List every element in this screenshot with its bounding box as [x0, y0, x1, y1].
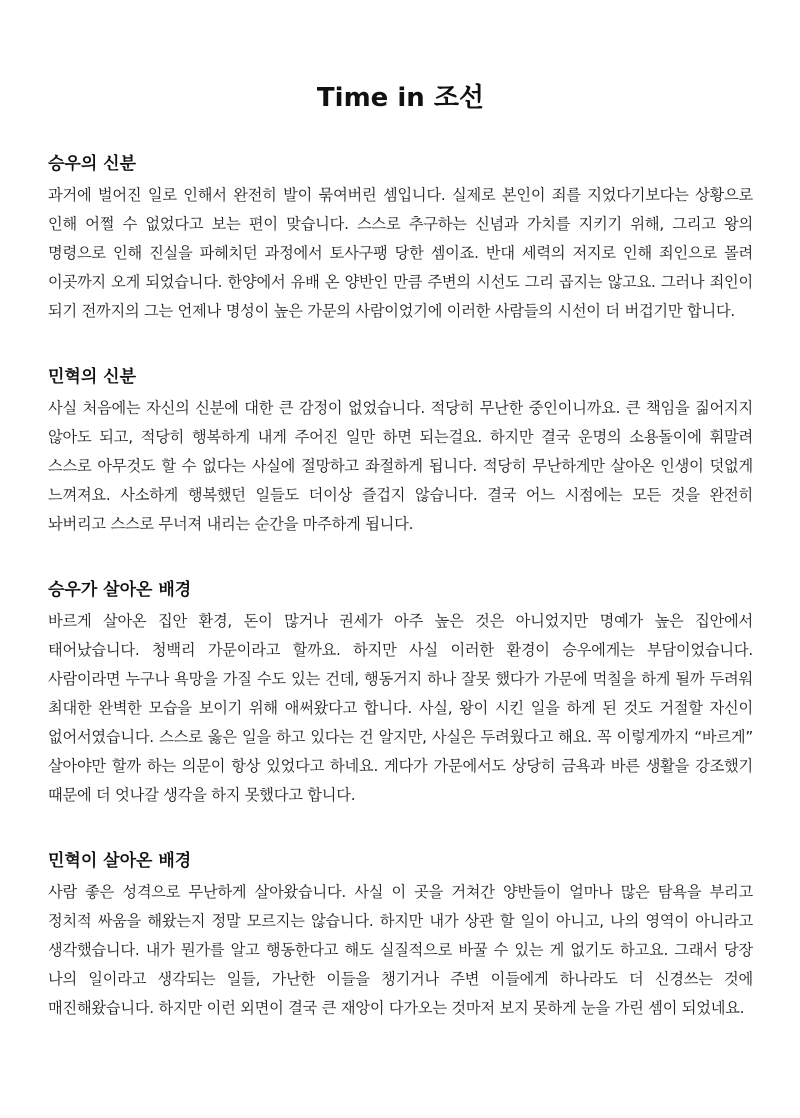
section-heading: 승우의 신분 [48, 154, 137, 174]
section-body: 바르게 살아온 집안 환경, 돈이 많거나 권세가 아주 높은 것은 아니었지만 명예가 높은 집안에서 태어났습니다. 청백리 가문이라고 할까요. 하지만 사실 이러한 환경이 승우에게는 부담이었습니다. 사람이라면 누구나 욕망을 가질 수도 있는 건데, 행동거지 하나 잘못 했다가 가문에 먹칠을 하게 될까 두려워 최대한 완벽한 모습을 보이기 위해 애써왔다고 합니다. 사실, 왕이 시킨 일을 하게 된 것도 거절할 자신이 없어서였습니다. 스스로 옳은 일을 하고 있다는 건 알지만, 사실은 두려웠다고 해요. 꼭 이렇게까지 “바르게” 살아야만 할까 하는 의문이 항상 있었다고 하네요. 게다가 가문에서도 상당히 금욕과 바른 생활을 강조했기 때문에 더 엇나갈 생각을 하지 못했다고 합니다. [48, 612, 753, 804]
section-body: 과거에 벌어진 일로 인해서 완전히 발이 묶여버린 셈입니다. 실제로 본인이 죄를 지었다기보다는 상황으로 인해 어쩔 수 없었다고 보는 편이 맞습니다. 스스로 추구하는 신념과 가치를 지키기 위해, 그리고 왕의 명령으로 인해 진실을 파헤치던 과정에서 토사구팽 당한 셈이죠. 반대 세력의 저지로 인해 죄인으로 몰려 이곳까지 오게 되었습니다. 한양에서 유배 온 양반인 만큼 주변의 시선도 그리 곱지는 않고요. 그러나 죄인이 되기 전까지의 그는 언제나 명성이 높은 가문의 사람이었기에 이러한 사람들의 시선이 더 버겁기만 합니다. [48, 186, 753, 320]
section-seungwoo-status [48, 151, 753, 326]
section-body: 사실 처음에는 자신의 신분에 대한 큰 감정이 없었습니다. 적당히 무난한 중인이니까요. 큰 책임을 짊어지지 않아도 되고, 적당히 행복하게 내게 주어진 일만 하면 되는걸요. 하지만 결국 운명의 소용돌이에 휘말려 스스로 아무것도 할 수 없다는 사실에 절망하고 좌절하게 됩니다. 적당히 무난하게만 살아온 인생이 덧없게 느껴져요. 사소하게 행복했던 일들도 더이상 즐겁지 않습니다. 결국 어느 시점에는 모든 것을 완전히 놔버리고 스스로 무너져 내리는 순간을 마주하게 됩니다. [48, 399, 753, 533]
section-body: 사람 좋은 성격으로 무난하게 살아왔습니다. 사실 이 곳을 거쳐간 양반들이 얼마나 많은 탐욕을 부리고 정치적 싸움을 해왔는지 정말 모르지는 않습니다. 하지만 내가 상관 할 일이 아니고, 나의 영역이 아니라고 생각했습니다. 내가 뭔가를 알고 행동한다고 해도 실질적으로 바꿀 수 있는 게 없기도 하고요. 그래서 당장 나의 일이라고 생각되는 일들, 가난한 이들을 챙기거나 주변 이들에게 하나라도 더 신경쓰는 것에 매진해왔습니다. 하지만 이런 외면이 결국 큰 재앙이 다가오는 것마저 보지 못하게 눈을 가린 셈이 되었네요. [48, 883, 753, 1017]
section-heading: 승우가 살아온 배경 [48, 580, 192, 600]
section-seungwoo-background [48, 577, 753, 810]
section-heading: 민혁이 살아온 배경 [48, 851, 192, 871]
section-minhyuk-status [48, 364, 753, 539]
document-title: Time in 조선 [316, 83, 485, 113]
section-heading: 민혁의 신분 [48, 367, 137, 387]
document-sections [48, 151, 753, 1023]
section-minhyuk-background [48, 848, 753, 1023]
